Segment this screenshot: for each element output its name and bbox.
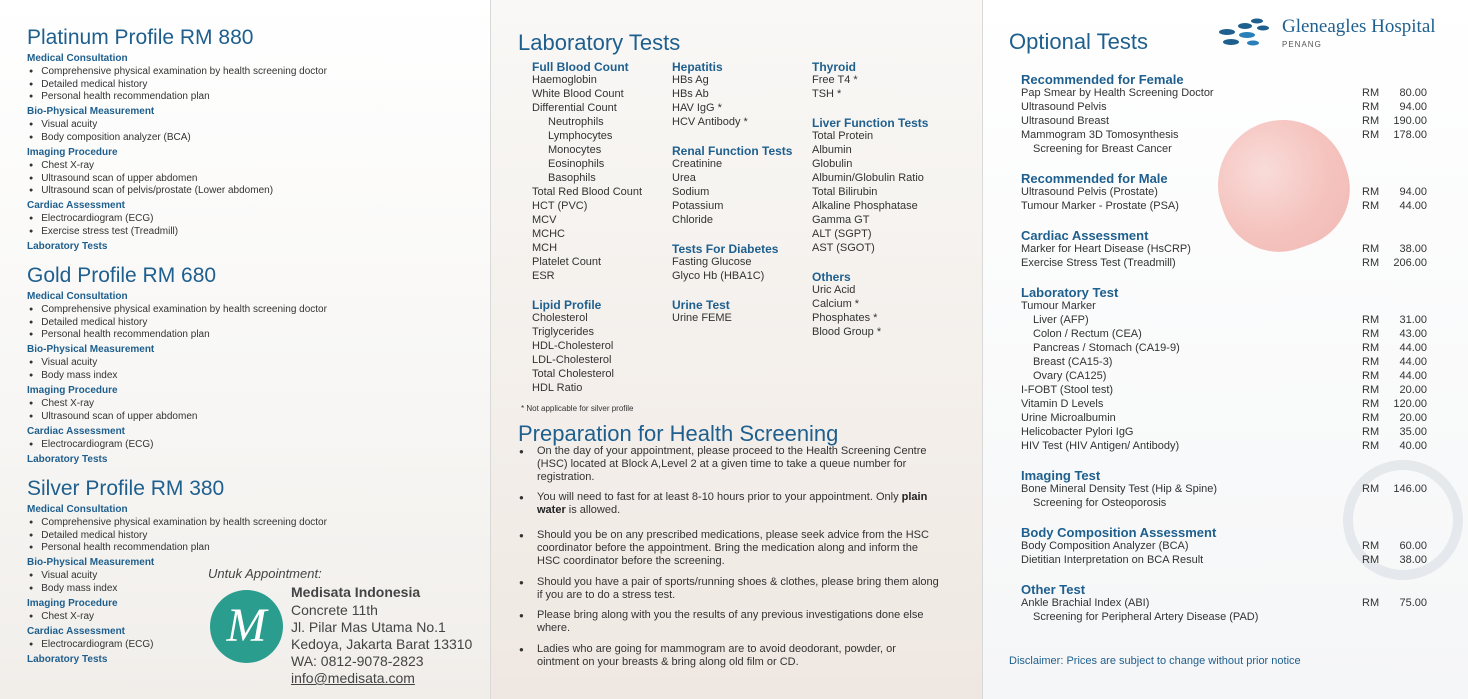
lab-tests-title: Laboratory Tests: [518, 30, 681, 55]
optional-test-name: Ovary (CA125): [1033, 370, 1107, 382]
lab-test-item: TSH *: [812, 88, 842, 100]
optional-test-name: Ankle Brachial Index (ABI): [1021, 597, 1150, 609]
optional-tests-title: Optional Tests: [1009, 29, 1149, 54]
lab-group-heading: Renal Function Tests: [672, 144, 793, 158]
lab-test-item: MCV: [532, 214, 557, 226]
lab-test-item: Total Protein: [812, 130, 874, 142]
preparation-text: You will need to fast for at least 8-10 hours prior to your appointment. Only: [537, 491, 902, 503]
currency-label: RM: [1362, 384, 1380, 396]
optional-test-price: 20.00: [1399, 412, 1427, 424]
optional-test-name: Body Composition Analyzer (BCA): [1021, 540, 1189, 552]
heart-decoration-icon: [1200, 102, 1367, 269]
profile-section-label: Medical Consultation: [27, 53, 128, 64]
optional-test-price: 44.00: [1399, 356, 1427, 368]
currency-label: RM: [1362, 440, 1380, 452]
lab-test-item: Total Red Blood Count: [532, 186, 643, 198]
lab-test-subitem: Lymphocytes: [548, 130, 613, 142]
preparation-text: On the day of your appointment, please proceed to the Health Screening Centre (HSC) located at Block A,Level 2 at a given time to take a queue number for registration.: [537, 445, 927, 483]
optional-group-heading: Other Test: [1021, 582, 1086, 597]
currency-label: RM: [1362, 243, 1380, 255]
silver-profile-title: Silver Profile RM 380: [27, 477, 225, 500]
optional-test-price: 206.00: [1393, 257, 1427, 269]
optional-test-price: 43.00: [1399, 328, 1427, 340]
lab-test-subitem: Neutrophils: [548, 116, 604, 128]
lab-test-item: Triglycerides: [532, 326, 594, 338]
lab-test-item: Haemoglobin: [532, 74, 597, 86]
optional-test-name: Bone Mineral Density Test (Hip & Spine): [1021, 483, 1218, 495]
optional-test-name: Ultrasound Breast: [1021, 115, 1110, 127]
currency-label: RM: [1362, 186, 1380, 198]
lab-test-item: ALT (SGPT): [812, 228, 872, 240]
optional-group-heading: Recommended for Female: [1021, 72, 1184, 87]
lab-test-item: Blood Group *: [812, 326, 882, 338]
optional-test-name: Pap Smear by Health Screening Doctor: [1021, 87, 1214, 99]
optional-test-name: Liver (AFP): [1033, 314, 1089, 326]
lab-test-item: HBs Ab: [672, 88, 709, 100]
optional-test-price: 146.00: [1393, 483, 1427, 495]
lab-test-item: Cholesterol: [532, 312, 588, 324]
profile-item: ● Detailed medical history: [29, 317, 147, 328]
lab-test-item: Alkaline Phosphatase: [812, 200, 918, 212]
optional-test-name: Pancreas / Stomach (CA19-9): [1033, 342, 1180, 354]
lab-test-item: Differential Count: [532, 102, 617, 114]
profile-item: ● Personal health recommendation plan: [29, 91, 210, 102]
optional-group-heading: Laboratory Test: [1021, 285, 1119, 300]
currency-label: RM: [1362, 87, 1380, 99]
optional-tests-panel: [983, 0, 1468, 699]
currency-label: RM: [1362, 483, 1380, 495]
optional-test-price: 178.00: [1393, 129, 1427, 141]
lab-group-heading: Hepatitis: [672, 60, 723, 74]
optional-test-price: 44.00: [1399, 200, 1427, 212]
profile-item: ● Body mass index: [29, 583, 117, 594]
profile-lab-tests: Laboratory Tests: [27, 241, 108, 252]
lab-group-heading: Urine Test: [672, 298, 730, 312]
hospital-city: PENANG: [1282, 40, 1322, 49]
preparation-item: [519, 576, 939, 602]
lab-tests-panel: [490, 0, 983, 699]
optional-group-heading: Body Composition Assessment: [1021, 525, 1217, 540]
profile-item: ● Body composition analyzer (BCA): [29, 132, 191, 143]
currency-label: RM: [1362, 129, 1380, 141]
lab-test-subitem: Monocytes: [548, 144, 602, 156]
currency-label: RM: [1362, 554, 1380, 566]
profile-section-label: Bio-Physical Measurement: [27, 557, 155, 569]
agency-name: Medisata Indonesia: [291, 584, 421, 600]
profile-section-label: Imaging Procedure: [27, 385, 118, 396]
whatsapp-number: WA: 0812-9078-2823: [291, 653, 424, 669]
lab-test-item: Urine FEME: [672, 312, 732, 324]
hospital-name: Gleneagles Hospital: [1282, 16, 1436, 37]
optional-test-name: Exercise Stress Test (Treadmill): [1021, 257, 1176, 269]
lab-test-item: MCH: [532, 242, 558, 254]
currency-label: RM: [1362, 342, 1380, 354]
lab-test-item: HCV Antibody *: [672, 116, 748, 128]
optional-test-price: 40.00: [1399, 440, 1427, 452]
profile-item: ● Electrocardiogram (ECG): [29, 439, 154, 450]
profile-item: ● Chest X-ray: [29, 611, 94, 622]
profile-item: ● Exercise stress test (Treadmill): [29, 226, 178, 237]
gold-profile-title: Gold Profile RM 680: [27, 264, 217, 287]
currency-label: RM: [1362, 101, 1380, 113]
optional-test-price: 38.00: [1399, 554, 1427, 566]
lab-test-item: HCT (PVC): [532, 200, 588, 212]
preparation-title: Preparation for Health Screening: [518, 421, 839, 446]
profile-section-label: Cardiac Assessment: [27, 200, 126, 212]
optional-test-price: 35.00: [1399, 426, 1427, 438]
profile-item: ● Visual acuity: [29, 357, 97, 368]
gleneagles-logo-icon: [1213, 16, 1277, 48]
currency-label: RM: [1362, 540, 1380, 552]
profile-section-label: Imaging Procedure: [27, 598, 118, 609]
profile-item: ● Chest X-ray: [29, 398, 94, 409]
lab-group-heading: Liver Function Tests: [812, 116, 929, 130]
profile-item: ● Ultrasound scan of pelvis/prostate (Lower abdomen): [29, 185, 273, 196]
profile-item: ● Detailed medical history: [29, 530, 147, 541]
platinum-profile-title: Platinum Profile RM 880: [27, 26, 254, 49]
address-line: Jl. Pilar Mas Utama No.1: [291, 619, 446, 635]
lab-test-item: Urea: [672, 172, 696, 184]
lab-test-item: HBs Ag: [672, 74, 709, 86]
lab-test-item: Potassium: [672, 200, 724, 212]
profile-item: ● Comprehensive physical examination by health screening doctor: [29, 304, 327, 315]
lab-test-item: Albumin: [812, 144, 852, 156]
lab-test-item: Phosphates *: [812, 312, 878, 324]
optional-test-name: Dietitian Interpretation on BCA Result: [1021, 554, 1204, 566]
optional-test-name: Ultrasound Pelvis (Prostate): [1021, 186, 1158, 198]
lab-test-item: Albumin/Globulin Ratio: [812, 172, 924, 184]
lab-test-item: Platelet Count: [532, 256, 602, 268]
lab-test-item: Free T4 *: [812, 74, 858, 86]
optional-test-name: Screening for Peripheral Artery Disease (PAD): [1033, 611, 1259, 623]
optional-test-price: 190.00: [1393, 115, 1427, 127]
medisata-logo-icon: [210, 590, 283, 663]
lab-test-item: White Blood Count: [532, 88, 624, 100]
lab-test-item: Chloride: [672, 214, 713, 226]
profile-item: ● Detailed medical history: [29, 79, 147, 90]
optional-test-price: 38.00: [1399, 243, 1427, 255]
optional-test-name: Colon / Rectum (CEA): [1033, 328, 1142, 340]
profile-lab-tests: Laboratory Tests: [27, 654, 108, 666]
lab-test-item: HAV IgG *: [672, 102, 722, 114]
lab-test-item: Gamma GT: [812, 214, 870, 226]
lab-test-item: HDL Ratio: [532, 382, 583, 394]
optional-test-name: Urine Microalbumin: [1021, 412, 1116, 424]
optional-test-price: 31.00: [1399, 314, 1427, 326]
preparation-text: is allowed.: [565, 504, 621, 516]
profile-item: ● Ultrasound scan of upper abdomen: [29, 411, 197, 422]
optional-test-name: Tumour Marker: [1021, 300, 1096, 312]
lab-test-item: Globulin: [812, 158, 853, 170]
preparation-text: Ladies who are going for mammogram are to avoid deodorant, powder, or ointment on your breasts & bring along old film or CD.: [537, 643, 896, 668]
optional-test-price: 94.00: [1399, 186, 1427, 198]
lab-test-subitem: Eosinophils: [548, 158, 605, 170]
profile-lab-tests: Laboratory Tests: [27, 453, 108, 465]
lab-test-item: ESR: [532, 270, 555, 282]
optional-test-name: HIV Test (HIV Antigen/ Antibody): [1021, 440, 1180, 452]
appointment-label: Untuk Appointment:: [208, 566, 322, 581]
optional-test-name: Tumour Marker - Prostate (PSA): [1021, 200, 1179, 212]
preparation-item: [519, 609, 939, 635]
lab-test-item: Creatinine: [672, 158, 723, 170]
preparation-item: [519, 643, 939, 669]
profile-section-label: Imaging Procedure: [27, 147, 118, 158]
optional-test-name: Vitamin D Levels: [1021, 398, 1104, 410]
lab-group-heading: Full Blood Count: [532, 60, 629, 74]
optional-group-heading: Imaging Test: [1021, 468, 1101, 483]
lab-group-heading: Thyroid: [812, 60, 856, 74]
preparation-item: [519, 445, 939, 484]
profile-section-label: Cardiac Assessment: [27, 626, 126, 638]
lab-test-item: Sodium: [672, 186, 710, 198]
lab-group-heading: Others: [812, 270, 851, 284]
address-line: Kedoya, Jakarta Barat 13310: [291, 636, 473, 652]
profile-item: ● Electrocardiogram (ECG): [29, 639, 154, 650]
lab-test-item: Calcium *: [812, 298, 860, 310]
optional-test-price: 120.00: [1393, 398, 1427, 410]
profile-item: ● Visual acuity: [29, 570, 97, 581]
optional-test-name: Screening for Breast Cancer: [1033, 143, 1172, 155]
lab-test-item: Fasting Glucose: [672, 256, 752, 268]
profile-section-label: Bio-Physical Measurement: [27, 344, 155, 356]
lab-test-item: Glyco Hb (HBA1C): [672, 270, 765, 282]
lab-test-item: AST (SGOT): [812, 242, 875, 254]
currency-label: RM: [1362, 200, 1380, 212]
optional-test-name: Ultrasound Pelvis: [1021, 101, 1107, 113]
preparation-text: Should you have a pair of sports/running shoes & clothes, please bring them along if you are to do a stress test.: [537, 576, 939, 601]
currency-label: RM: [1362, 597, 1380, 609]
optional-test-price: 20.00: [1399, 384, 1427, 396]
optional-group-heading: Recommended for Male: [1021, 171, 1168, 186]
logo-letter: M: [226, 599, 267, 652]
profile-item: ● Electrocardiogram (ECG): [29, 213, 154, 224]
optional-test-name: Helicobacter Pylori IgG: [1021, 426, 1134, 438]
lab-test-item: Total Bilirubin: [812, 186, 878, 198]
currency-label: RM: [1362, 412, 1380, 424]
optional-test-price: 60.00: [1399, 540, 1427, 552]
profiles-panel: [0, 0, 490, 699]
currency-label: RM: [1362, 257, 1380, 269]
lab-group-heading: Tests For Diabetes: [672, 242, 779, 256]
lab-group-heading: Lipid Profile: [532, 298, 602, 312]
silver-note: * Not applicable for silver profile: [521, 404, 634, 413]
address-line: Concrete 11th: [291, 602, 378, 618]
preparation-text: Please bring along with you the results of any previous investigations done else where.: [537, 609, 924, 634]
optional-test-name: Mammogram 3D Tomosynthesis: [1021, 129, 1179, 141]
profile-section-label: Medical Consultation: [27, 504, 128, 515]
optional-group-heading: Cardiac Assessment: [1021, 228, 1149, 243]
profile-item: ● Ultrasound scan of upper abdomen: [29, 173, 197, 184]
currency-label: RM: [1362, 356, 1380, 368]
price-disclaimer: Disclaimer: Prices are subject to change without prior notice: [1009, 655, 1301, 667]
currency-label: RM: [1362, 370, 1380, 382]
lab-test-item: Total Cholesterol: [532, 368, 614, 380]
profile-section-label: Medical Consultation: [27, 291, 128, 302]
optional-test-name: I-FOBT (Stool test): [1021, 384, 1114, 396]
email-link[interactable]: info@medisata.com: [291, 670, 415, 686]
optional-test-name: Screening for Osteoporosis: [1033, 497, 1167, 509]
profile-item: ● Body mass index: [29, 370, 117, 381]
currency-label: RM: [1362, 328, 1380, 340]
preparation-item: [519, 529, 939, 568]
profile-item: ● Comprehensive physical examination by health screening doctor: [29, 517, 327, 528]
optional-test-price: 80.00: [1399, 87, 1427, 99]
optional-test-price: 44.00: [1399, 342, 1427, 354]
lab-test-item: HDL-Cholesterol: [532, 340, 614, 352]
lab-test-item: Uric Acid: [812, 284, 856, 296]
lab-test-subitem: Basophils: [548, 172, 596, 184]
optional-test-price: 94.00: [1399, 101, 1427, 113]
currency-label: RM: [1362, 398, 1380, 410]
profile-item: ● Visual acuity: [29, 119, 97, 130]
optional-test-name: Marker for Heart Disease (HsCRP): [1021, 243, 1191, 255]
preparation-text: Should you be on any prescribed medications, please seek advice from the HSC coordinator before the appointment. Bring the medication along and inform the HSC coordinator before the screening.: [537, 529, 929, 567]
profile-item: ● Comprehensive physical examination by health screening doctor: [29, 66, 327, 77]
profile-item: ● Chest X-ray: [29, 160, 94, 171]
preparation-emphasis: plain water: [537, 491, 928, 516]
lab-test-item: MCHC: [532, 228, 565, 240]
profile-section-label: Cardiac Assessment: [27, 425, 126, 437]
lab-test-item: LDL-Cholesterol: [532, 354, 612, 366]
currency-label: RM: [1362, 314, 1380, 326]
preparation-item: [519, 491, 939, 517]
optional-test-name: Breast (CA15-3): [1033, 356, 1113, 368]
optional-test-price: 75.00: [1399, 597, 1427, 609]
profile-item: ● Personal health recommendation plan: [29, 542, 210, 553]
profile-item: ● Personal health recommendation plan: [29, 329, 210, 340]
profile-section-label: Bio-Physical Measurement: [27, 106, 155, 118]
currency-label: RM: [1362, 426, 1380, 438]
currency-label: RM: [1362, 115, 1380, 127]
optional-test-price: 44.00: [1399, 370, 1427, 382]
